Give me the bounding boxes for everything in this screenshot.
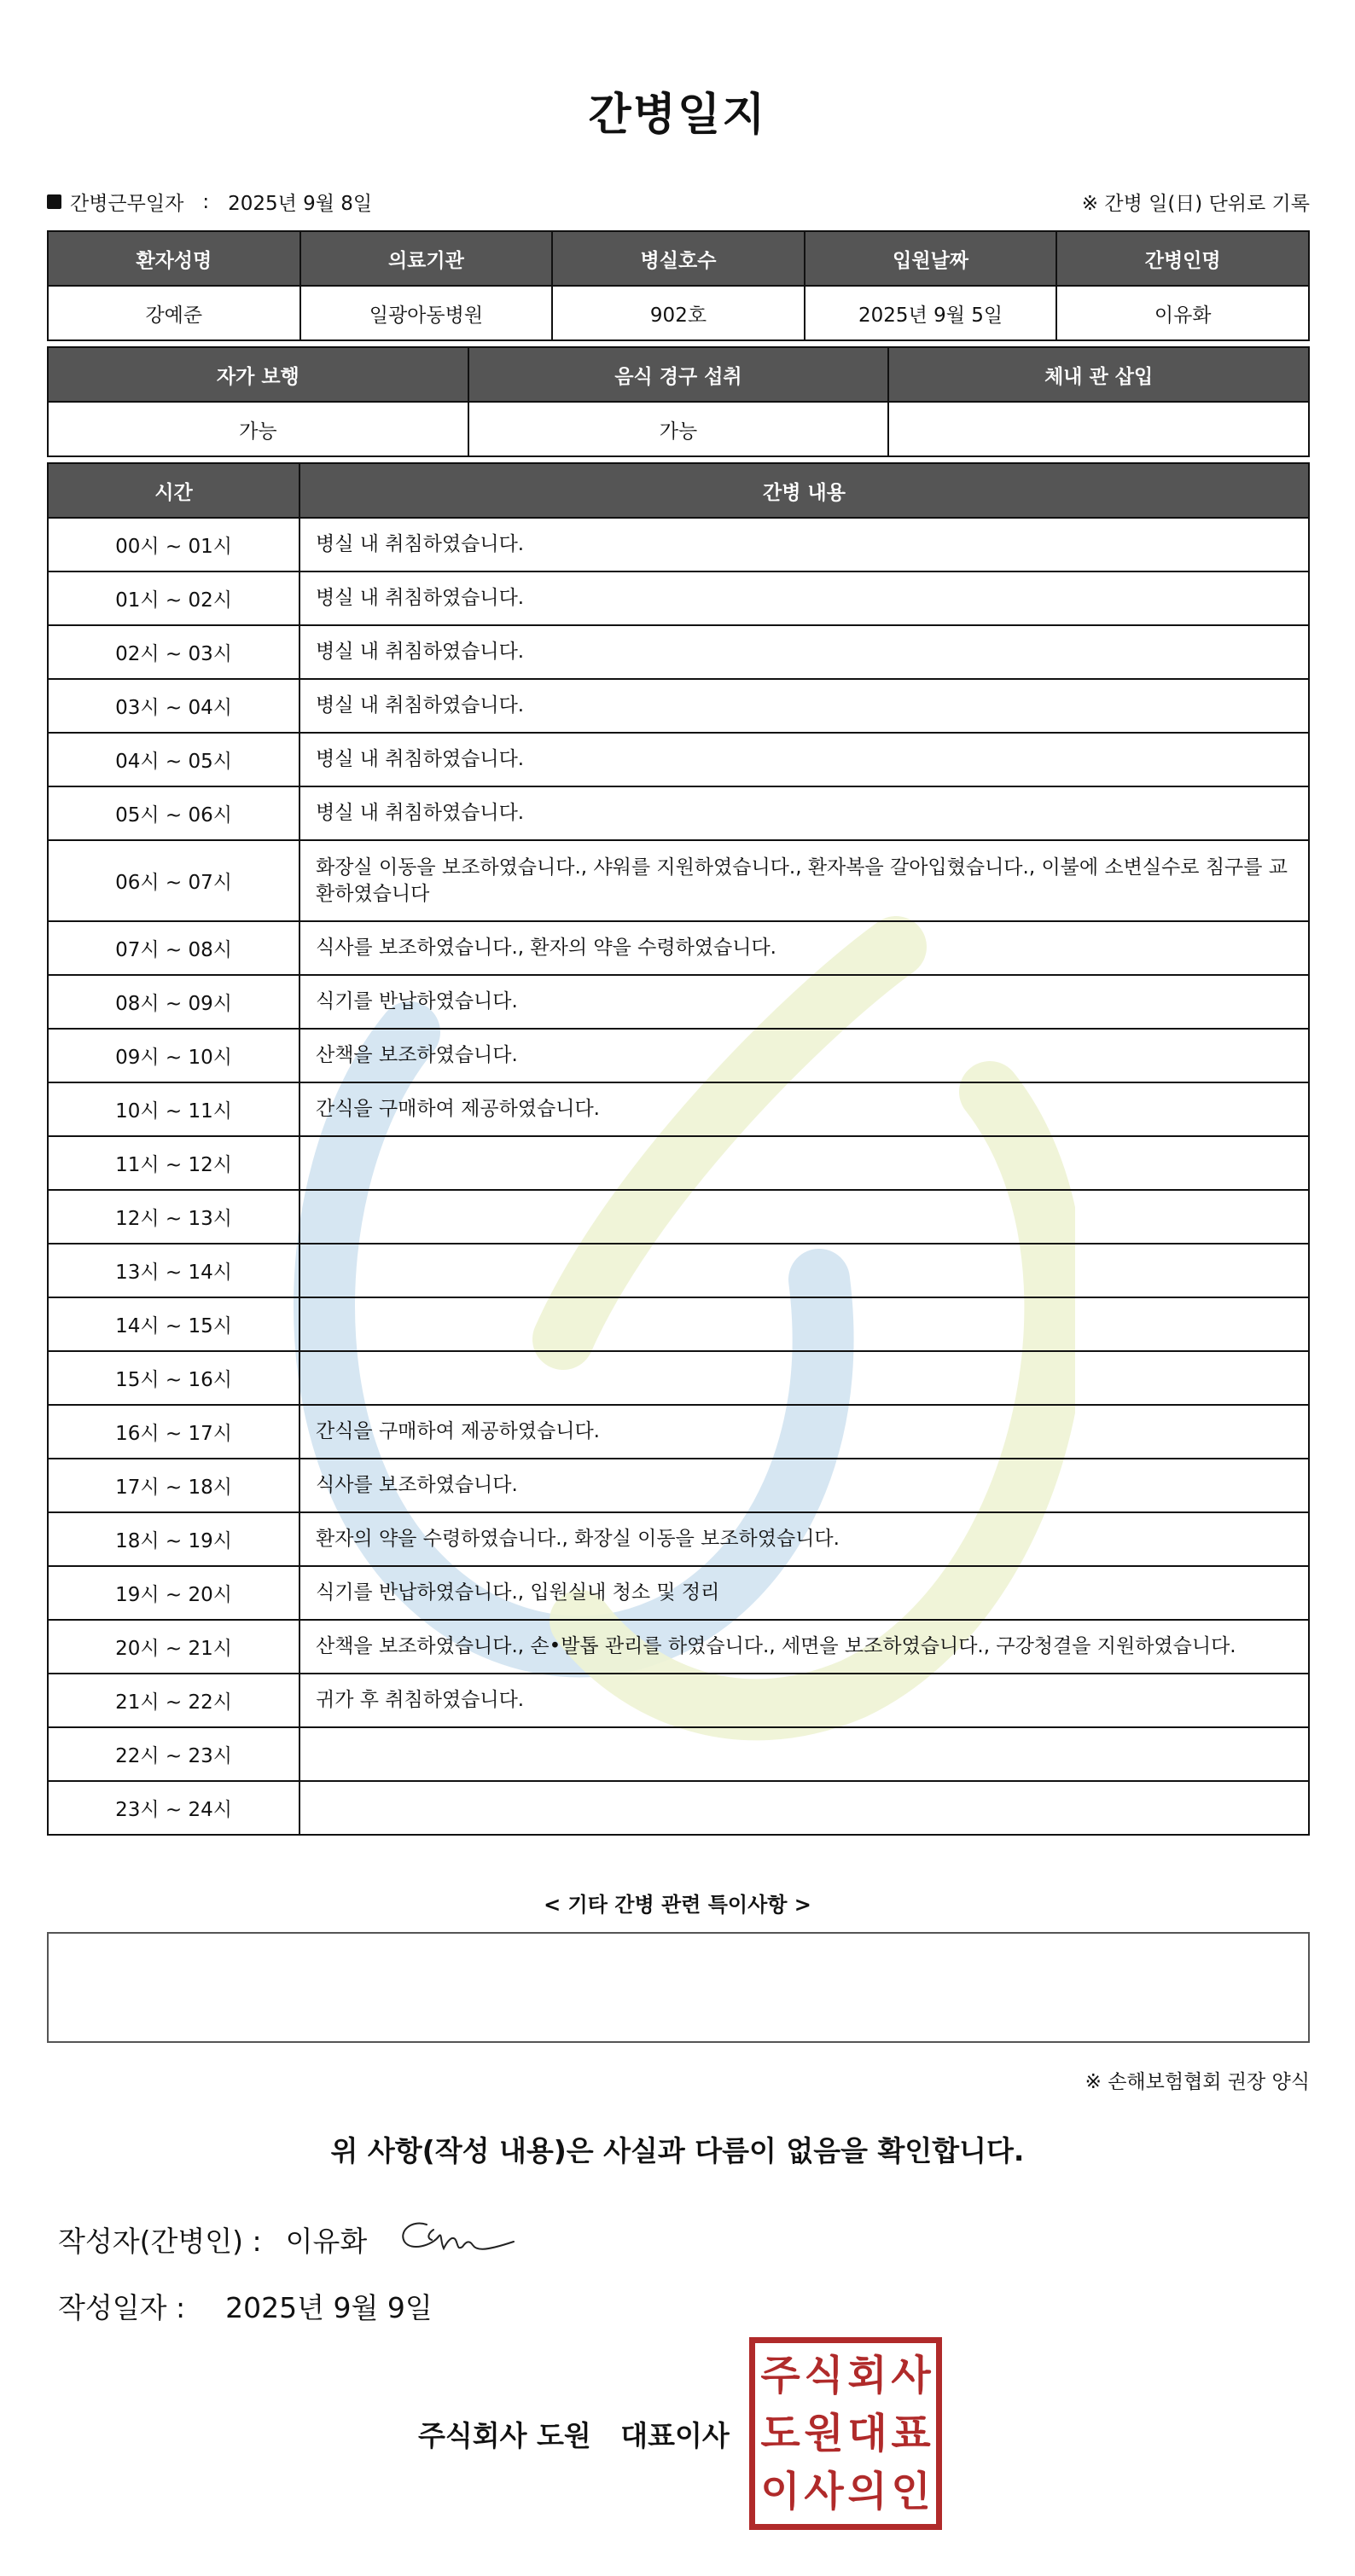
table-row: [48, 786, 1309, 840]
care-content-cell: [299, 1727, 1309, 1781]
admission-date: 2025년 9월 5일: [805, 286, 1057, 340]
table-row: [48, 733, 1309, 786]
time-cell: 04시 ~ 05시: [48, 733, 299, 786]
time-cell: 08시 ~ 09시: [48, 975, 299, 1029]
remarks-label: < 기타 간병 관련 특이사항 >: [544, 1893, 811, 1917]
table-row: [48, 921, 1309, 975]
seal-character: 도: [760, 2410, 800, 2457]
table-row: [48, 679, 1309, 733]
table-header-row: [48, 463, 1309, 518]
written-date-value: 2025년 9월 9일: [225, 2291, 433, 2324]
table-row: [48, 975, 1309, 1029]
table-row: [48, 1244, 1309, 1297]
care-content-cell: 간식을 구매하여 제공하였습니다.: [299, 1405, 1309, 1459]
time-cell: 14시 ~ 15시: [48, 1297, 299, 1351]
table-row: [48, 1405, 1309, 1459]
written-date-label: 작성일자 :: [58, 2291, 186, 2324]
seal-character: 사: [891, 2352, 931, 2399]
care-content-cell: 병실 내 취침하였습니다.: [299, 571, 1309, 625]
header-walking: 자가 보행: [48, 347, 468, 402]
table-row: [48, 571, 1309, 625]
care-content-cell: 귀가 후 취침하였습니다.: [299, 1674, 1309, 1727]
care-content-cell: 화장실 이동을 보조하였습니다., 샤워를 지원하였습니다., 환자복을 갈아입혔습니다., 이불에 소변실수로 침구를 교환하였습니다: [299, 840, 1309, 921]
care-content-cell: 병실 내 취침하였습니다.: [299, 733, 1309, 786]
table-row: [48, 1351, 1309, 1405]
time-cell: 21시 ~ 22시: [48, 1674, 299, 1727]
seal-character: 대: [847, 2410, 887, 2457]
care-content-cell: 병실 내 취침하였습니다.: [299, 518, 1309, 571]
time-cell: 06시 ~ 07시: [48, 840, 299, 921]
care-content-cell: 산책을 보조하였습니다.: [299, 1029, 1309, 1082]
seal-character: 표: [891, 2410, 931, 2457]
care-content-cell: 병실 내 취침하였습니다.: [299, 679, 1309, 733]
header-care-content: 간병 내용: [299, 463, 1309, 518]
patient-name: 강예준: [48, 286, 300, 340]
walking-value: 가능: [48, 402, 468, 456]
header-hospital: 의료기관: [300, 231, 553, 286]
table-row: [48, 1620, 1309, 1674]
work-date: [47, 188, 372, 216]
handwritten-signature: [394, 2208, 522, 2267]
header-patient-name: 환자성명: [48, 231, 300, 286]
care-content-cell: 환자의 약을 수령하였습니다., 화장실 이동을 보조하였습니다.: [299, 1512, 1309, 1566]
care-content-cell: [299, 1297, 1309, 1351]
care-content-cell: 간식을 구매하여 제공하였습니다.: [299, 1082, 1309, 1136]
table-row: [48, 518, 1309, 571]
table-row: [48, 1781, 1309, 1835]
care-content-cell: [299, 1781, 1309, 1835]
table-row: [48, 402, 1309, 456]
table-row: [48, 1029, 1309, 1082]
header-admission-date: 입원날짜: [805, 231, 1057, 286]
time-cell: 07시 ~ 08시: [48, 921, 299, 975]
square-bullet-icon: [47, 194, 61, 209]
record-unit-note: ※ 간병 일(日) 단위로 기록: [1081, 193, 1310, 215]
table-header-row: [48, 231, 1309, 286]
care-content-cell: [299, 1190, 1309, 1244]
writer-label: 작성자(간병인) :: [58, 2225, 262, 2258]
work-date-value: 2025년 9월 8일: [228, 193, 373, 215]
time-cell: 23시 ~ 24시: [48, 1781, 299, 1835]
care-content-cell: 병실 내 취침하였습니다.: [299, 625, 1309, 679]
form-note: ※ 손해보험협회 권장 양식: [1085, 2071, 1310, 2093]
time-cell: 11시 ~ 12시: [48, 1136, 299, 1190]
table-row: [48, 1190, 1309, 1244]
time-cell: 18시 ~ 19시: [48, 1512, 299, 1566]
seal-character: 인: [891, 2468, 931, 2515]
time-cell: 12시 ~ 13시: [48, 1190, 299, 1244]
header-room: 병실호수: [552, 231, 805, 286]
company-seal-stamp: [749, 2337, 942, 2530]
time-cell: 00시 ~ 01시: [48, 518, 299, 571]
table-row: [48, 1727, 1309, 1781]
time-cell: 09시 ~ 10시: [48, 1029, 299, 1082]
table-row: [48, 1566, 1309, 1620]
oral-intake-value: 가능: [468, 402, 889, 456]
hospital-name: 일광아동병원: [300, 286, 553, 340]
ability-table: [47, 346, 1310, 457]
time-cell: 16시 ~ 17시: [48, 1405, 299, 1459]
table-row: [48, 1297, 1309, 1351]
work-date-separator: :: [202, 190, 210, 213]
table-row: [48, 1459, 1309, 1512]
table-row: [48, 840, 1309, 921]
company-line: [418, 2414, 730, 2454]
seal-character: 주: [760, 2352, 800, 2399]
time-cell: 10시 ~ 11시: [48, 1082, 299, 1136]
header-caregiver-name: 간병인명: [1056, 231, 1309, 286]
care-content-cell: 식기를 반납하였습니다.: [299, 975, 1309, 1029]
table-row: [48, 1136, 1309, 1190]
care-content-cell: [299, 1351, 1309, 1405]
company-title: 대표이사: [620, 2419, 730, 2452]
care-content-cell: 식사를 보조하였습니다., 환자의 약을 수령하였습니다.: [299, 921, 1309, 975]
header-time: 시간: [48, 463, 299, 518]
remarks-box: [47, 1932, 1310, 2043]
time-cell: 03시 ~ 04시: [48, 679, 299, 733]
room-number: 902호: [552, 286, 805, 340]
work-date-label: 간병근무일자: [70, 193, 184, 215]
written-date: [58, 2286, 433, 2326]
table-row: [48, 1512, 1309, 1566]
writer-line: [58, 2219, 367, 2260]
patient-info-table: [47, 230, 1310, 341]
care-content-cell: 병실 내 취침하였습니다.: [299, 786, 1309, 840]
care-content-cell: 식사를 보조하였습니다.: [299, 1459, 1309, 1512]
header-tube-insertion: 체내 관 삽입: [888, 347, 1309, 402]
table-row: [48, 286, 1309, 340]
time-cell: 01시 ~ 02시: [48, 571, 299, 625]
company-name: 주식회사 도원: [418, 2419, 591, 2452]
care-log-table: [47, 462, 1310, 1836]
care-content-cell: [299, 1244, 1309, 1297]
table-header-row: [48, 347, 1309, 402]
confirmation-statement: 위 사항(작성 내용)은 사실과 다름이 없음을 확인합니다.: [330, 2134, 1025, 2167]
table-row: [48, 625, 1309, 679]
care-content-cell: 식기를 반납하였습니다., 입원실내 청소 및 정리: [299, 1566, 1309, 1620]
seal-character: 의: [847, 2468, 887, 2515]
time-cell: 19시 ~ 20시: [48, 1566, 299, 1620]
meta-row: [47, 188, 1310, 217]
time-cell: 02시 ~ 03시: [48, 625, 299, 679]
seal-character: 이: [760, 2468, 800, 2515]
time-cell: 13시 ~ 14시: [48, 1244, 299, 1297]
care-content-cell: [299, 1136, 1309, 1190]
caregiver-name: 이유화: [1056, 286, 1309, 340]
table-row: [48, 1674, 1309, 1727]
time-cell: 15시 ~ 16시: [48, 1351, 299, 1405]
seal-character: 원: [804, 2410, 844, 2457]
tube-insertion-value: [888, 402, 1309, 456]
seal-character: 회: [847, 2352, 887, 2399]
care-content-cell: 산책을 보조하였습니다., 손•발톱 관리를 하였습니다., 세면을 보조하였습니다., 구강청결을 지원하였습니다.: [299, 1620, 1309, 1674]
seal-character: 사: [804, 2468, 844, 2515]
writer-name: 이유화: [285, 2225, 368, 2258]
header-oral-intake: 음식 경구 섭취: [468, 347, 889, 402]
time-cell: 20시 ~ 21시: [48, 1620, 299, 1674]
time-cell: 17시 ~ 18시: [48, 1459, 299, 1512]
table-row: [48, 1082, 1309, 1136]
time-cell: 22시 ~ 23시: [48, 1727, 299, 1781]
page-title: 간병일지: [588, 90, 767, 141]
seal-character: 식: [804, 2352, 844, 2399]
time-cell: 05시 ~ 06시: [48, 786, 299, 840]
